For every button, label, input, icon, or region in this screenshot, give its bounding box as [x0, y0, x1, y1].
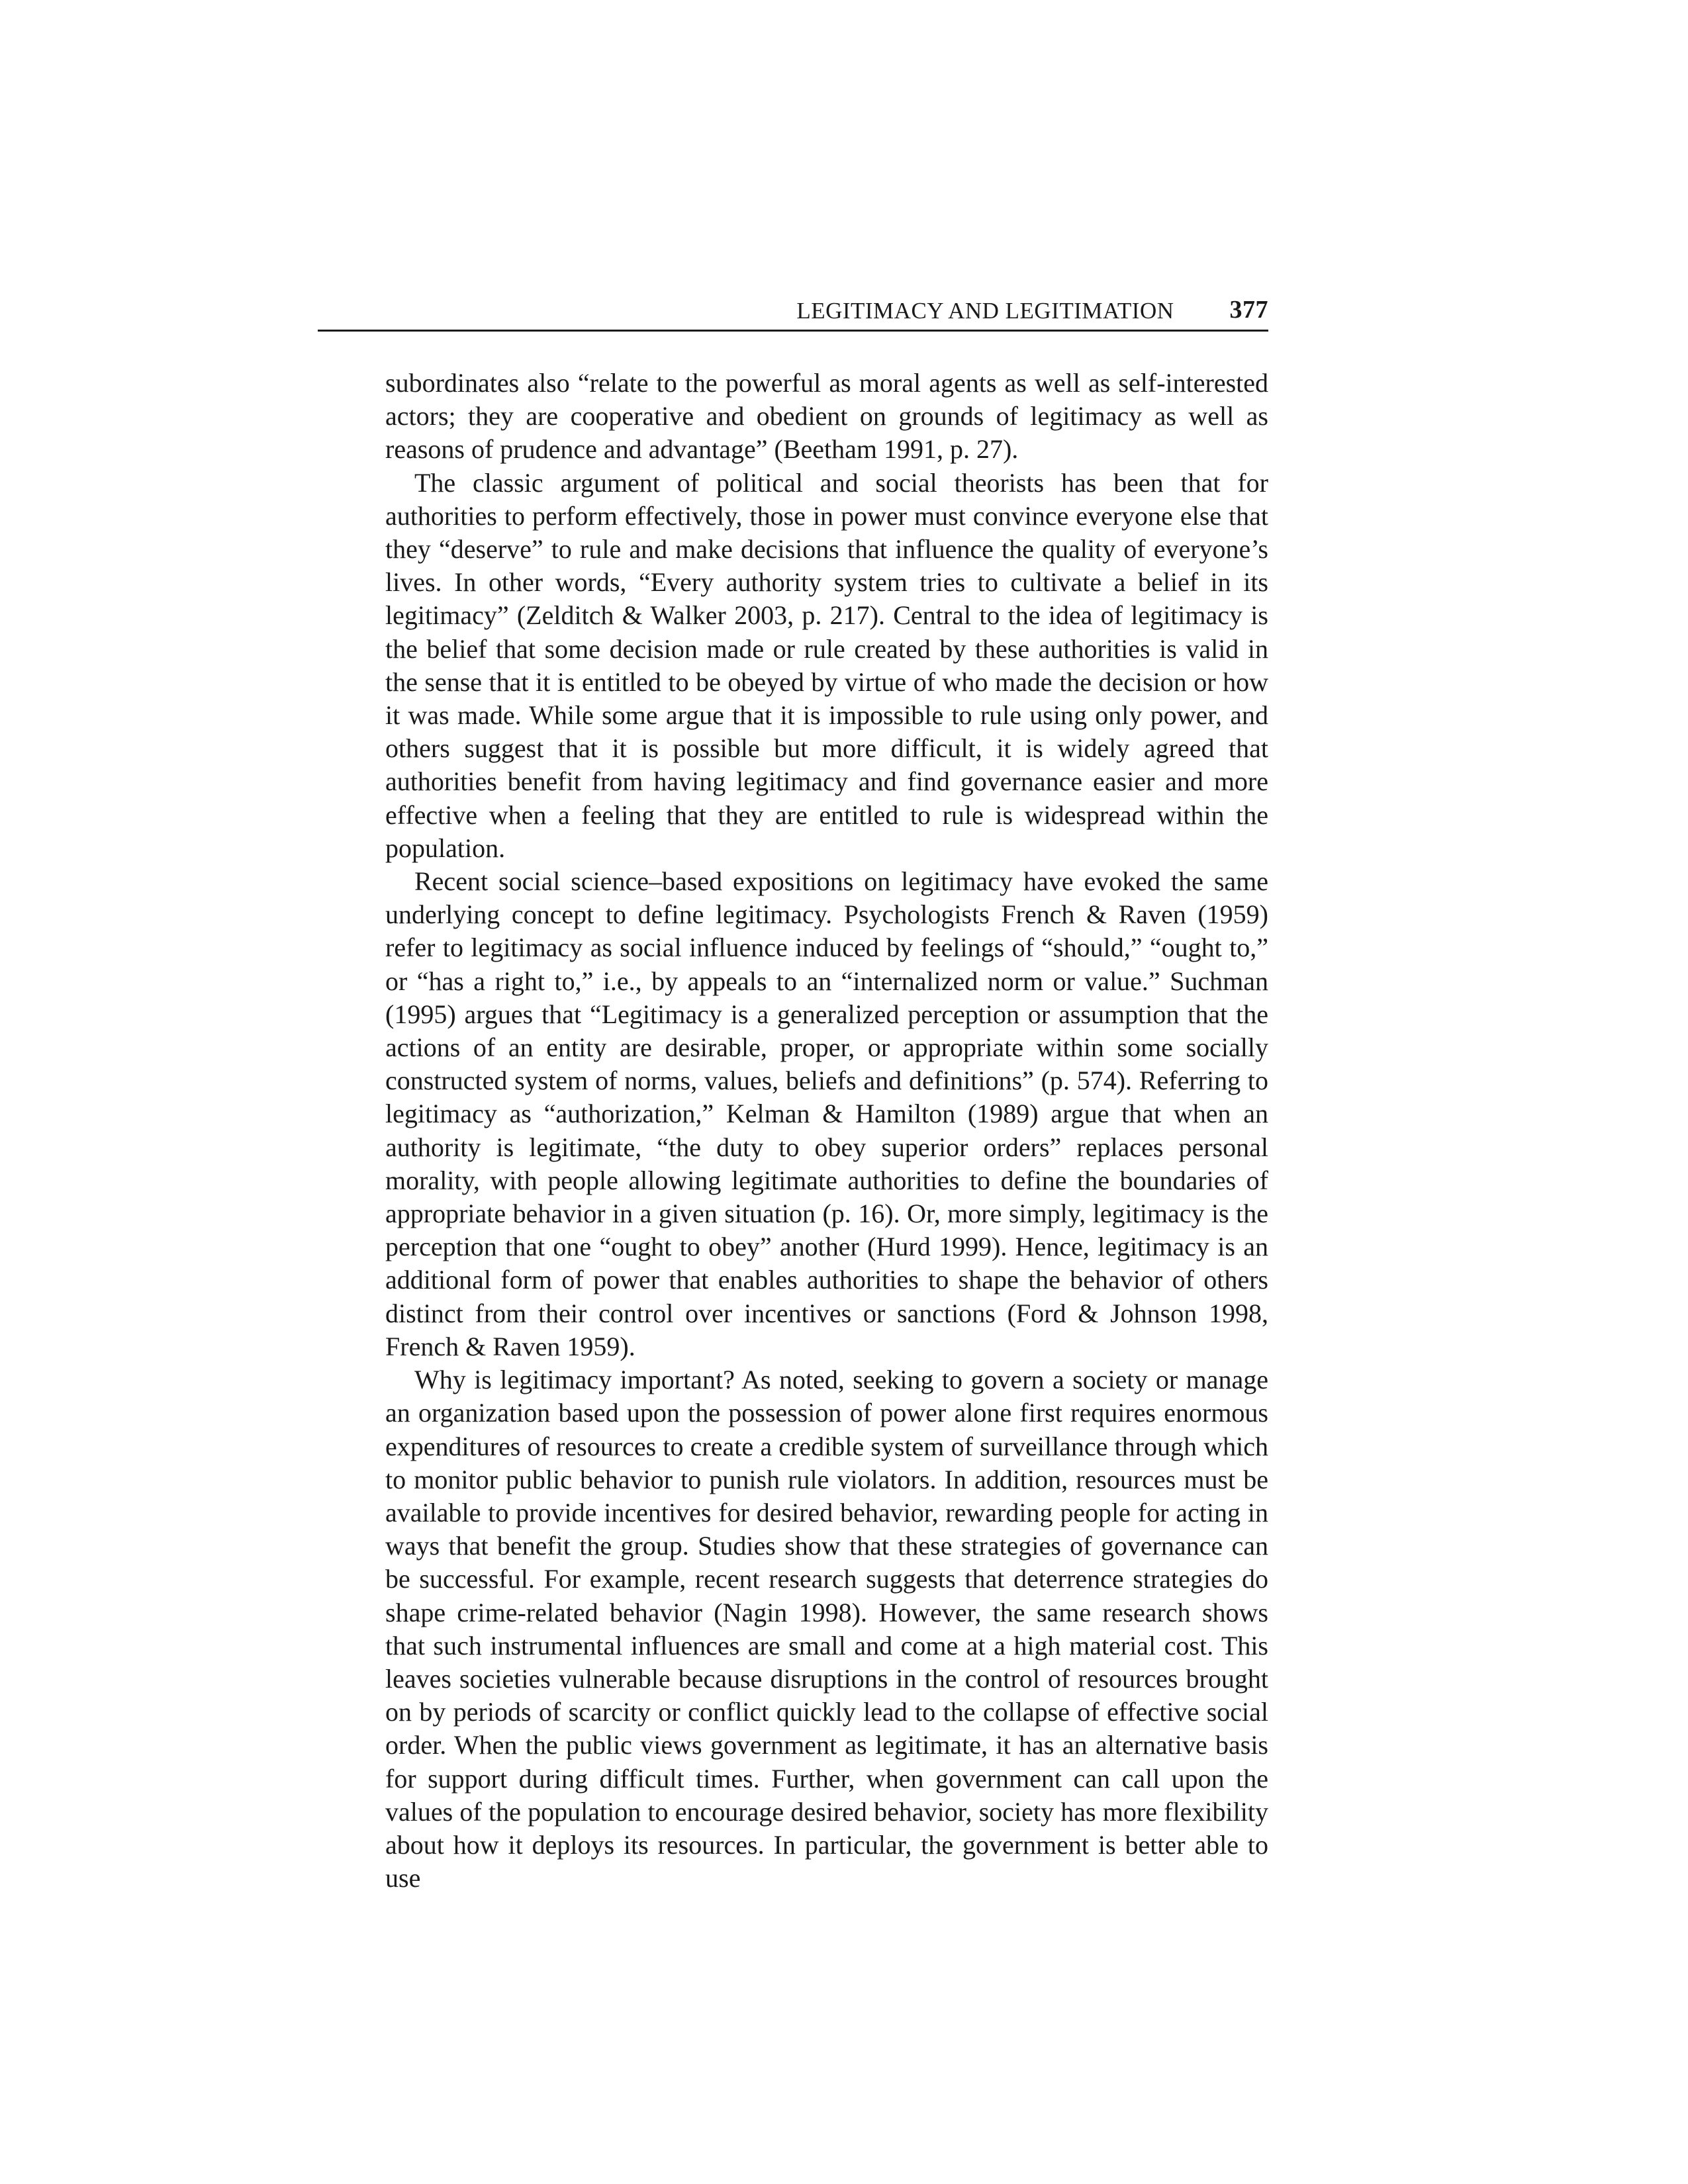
paragraph-3: Recent social science–based expositions on legitimacy have evoked the same underlying concept to define legitimacy. Psychologists French & Raven (1959) refer to legitimacy as social influence induced by feelings of “should,” “ought to,” or “has a right to,” i.e., by appeals to an “internalized norm or value.” Suchman (1995) argues that “Legitimacy is a generalized perception or assumption that the actions of an entity are desirable, proper, or appropriate within some socially constructed system of norms, values, beliefs and definitions” (p. 574). Referring to legitimacy as “authorization,” Kelman & Hamilton (1989) argue that when an authority is legitimate, “the duty to obey superior orders” replaces personal morality, with people allowing legitimate authorities to define the boundaries of appropriate behavior in a given situation (p. 16). Or, more simply, legitimacy is the perception that one “ought to obey” another (Hurd 1999). Hence, legitimacy is an additional form of power that enables authorities to shape the behavior of others distinct from their control over incentives or sanctions (Ford & Johnson 1998, French & Raven 1959). — [385, 866, 1268, 1361]
page-number: 377 — [1229, 296, 1268, 324]
paragraph-1: subordinates also “relate to the powerful as moral agents as well as self-interested actors; they are cooperative and obedient on grounds of legitimacy as well as reasons of prudence and advantage” (Beetham 1991, p. 27). — [385, 368, 1268, 465]
running-head — [318, 285, 1268, 324]
paragraph-2: The classic argument of political and social theorists has been that for authorities to perform effectively, those in power must convince everyone else that they “deserve” to rule and make decisions that influence the quality of everyone’s lives. In other words, “Every authority system tries to cultivate a belief in its legitimacy” (Zelditch & Walker 2003, p. 217). Central to the idea of legitimacy is the belief that some decision made or rule created by these authorities is valid in the sense that it is entitled to be obeyed by virtue of who made the decision or how it was made. While some argue that it is impossible to rule using only power, and others suggest that it is possible but more difficult, it is widely agreed that authorities benefit from having legitimacy and find governance easier and more effective when a feeling that they are entitled to rule is widespread within the population. — [385, 467, 1268, 863]
body-text — [385, 367, 1268, 1895]
paragraph-4: Why is legitimacy important? As noted, seeking to govern a society or manage an organization based upon the possession of power alone first requires enormous expenditures of resources to create a credible system of surveillance through which to monitor public behavior to punish rule violators. In addition, resources must be available to provide incentives for desired behavior, rewarding people for acting in ways that benefit the group. Studies show that these strategies of governance can be successful. For example, recent research suggests that deterrence strategies do shape crime-related behavior (Nagin 1998). However, the same research shows that such instrumental influences are small and come at a high material cost. This leaves societies vulnerable because disruptions in the control of resources brought on by periods of scarcity or conflict quickly lead to the collapse of effective social order. When the public views government as legitimate, it has an alternative basis for support during difficult times. Further, when government can call upon the values of the population to encourage desired behavior, society has more flexibility about how it deploys its resources. In particular, the government is better able to use — [385, 1365, 1268, 1893]
running-title: LEGITIMACY AND LEGITIMATION — [796, 298, 1174, 324]
header-rule — [318, 330, 1268, 332]
